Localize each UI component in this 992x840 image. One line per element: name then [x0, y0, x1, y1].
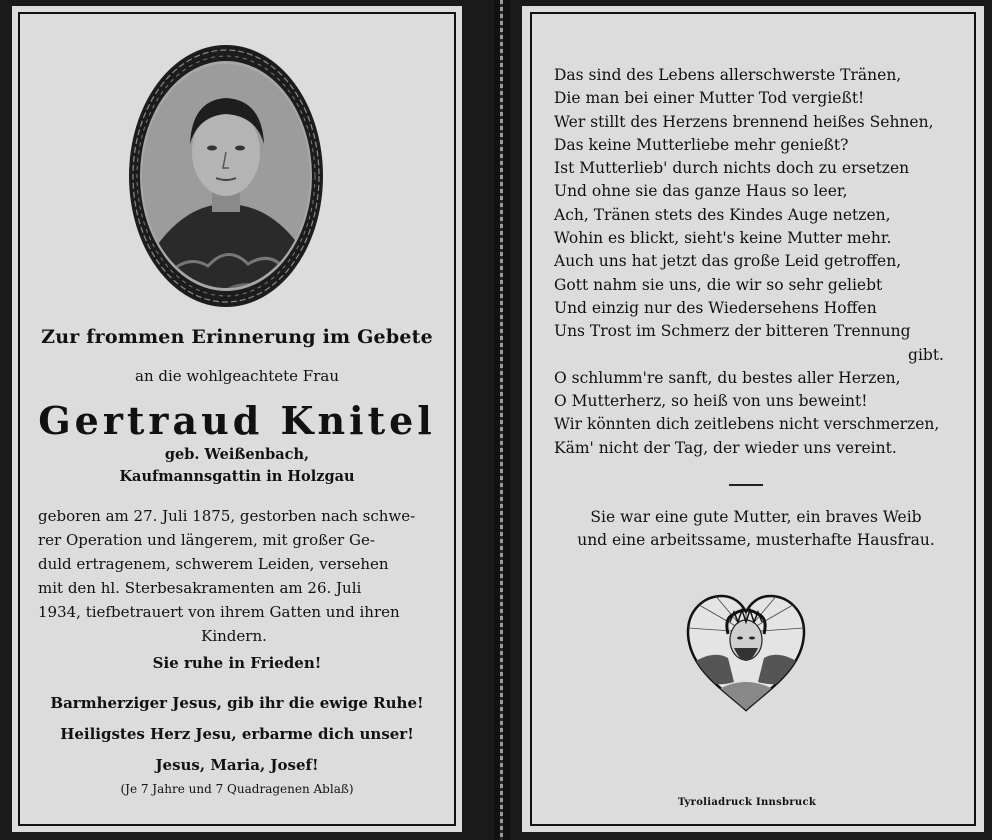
poem-line: Das keine Mutterliebe mehr genießt?: [554, 135, 849, 154]
bio-line: Kindern.: [201, 627, 267, 645]
memorial-poem: [554, 64, 944, 460]
poem-line: Die man bei einer Mutter Tod vergießt!: [554, 89, 865, 108]
poem-line: Wohin es blickt, sieht's keine Mutter mehr.: [554, 229, 892, 248]
occupation-line: Kaufmannsgattin in Holzgau: [119, 468, 355, 485]
indulgence-note: (Je 7 Jahre und 7 Quadragenen Ablaß): [120, 782, 354, 796]
poem-line: Und einzig nur des Wiedersehens Hoffen: [554, 298, 877, 317]
bio-line: 1934, tiefbetrauert von ihrem Gatten und ihren: [38, 603, 400, 621]
poem-line: gibt.: [908, 345, 944, 364]
bio-line: duld ertragenem, schwerem Leiden, versehen: [38, 555, 389, 573]
section-divider: [729, 484, 763, 486]
maiden-name: geb. Weißenbach,: [164, 446, 310, 463]
prayer-line: Barmherziger Jesus, gib ihr die ewige Ruhe!: [50, 694, 424, 712]
prayer-line: Heiligstes Herz Jesu, erbarme dich unser!: [60, 725, 414, 743]
printer-credit: Tyroliadruck Innsbruck: [677, 797, 817, 808]
deceased-name: Gertraud Knitel: [38, 398, 436, 443]
portrait-frame-graphic: [128, 44, 324, 308]
portrait-photo: [128, 44, 324, 308]
rest-in-peace: Sie ruhe in Frieden!: [152, 654, 322, 672]
sacred-heart-image: [684, 592, 808, 714]
poem-line: Wir könnten dich zeitlebens nicht verschmerzen,: [554, 415, 940, 434]
prayer-line: Jesus, Maria, Josef!: [155, 756, 319, 774]
poem-line: Uns Trost im Schmerz der bitteren Trennung: [554, 322, 911, 341]
biography-text: [38, 504, 430, 648]
poem-line: Auch uns hat jetzt das große Leid getroffen,: [554, 252, 902, 271]
poem-line: Gott nahm sie uns, die wir so sehr geliebt: [554, 275, 883, 294]
poem-line: Und ohne sie das ganze Haus so leer,: [554, 182, 848, 201]
poem-line: O Mutterherz, so heiß von uns beweint!: [554, 392, 868, 411]
closing-tribute: [546, 506, 966, 552]
dedication-line: an die wohlgeachtete Frau: [135, 367, 339, 385]
memorial-heading: Zur frommen Erinnerung im Gebete: [41, 326, 433, 348]
sacred-heart-icon: [684, 592, 808, 714]
poem-line: Käm' nicht der Tag, der wieder uns vereint.: [554, 438, 897, 457]
closing-line: und eine arbeitssame, musterhafte Hausfrau.: [577, 531, 935, 549]
bio-line: rer Operation und längerem, mit großer Ge-: [38, 531, 375, 549]
bio-line: geboren am 27. Juli 1875, gestorben nach schwe-: [38, 507, 416, 525]
poem-line: Wer stillt des Herzens brennend heißes Sehnen,: [554, 112, 934, 131]
poem-line: Das sind des Lebens allerschwerste Tränen,: [554, 66, 902, 84]
poem-line: Ist Mutterlieb' durch nichts doch zu ersetzen: [554, 159, 910, 178]
poem-line: Ach, Tränen stets des Kindes Auge netzen,: [554, 205, 891, 224]
bio-line: mit den hl. Sterbesakramenten am 26. Juli: [38, 579, 362, 597]
fold-crease: [500, 0, 503, 840]
closing-line: Sie war eine gute Mutter, ein braves Weib: [590, 508, 922, 526]
poem-line: O schlumm're sanft, du bestes aller Herzen,: [554, 368, 901, 387]
